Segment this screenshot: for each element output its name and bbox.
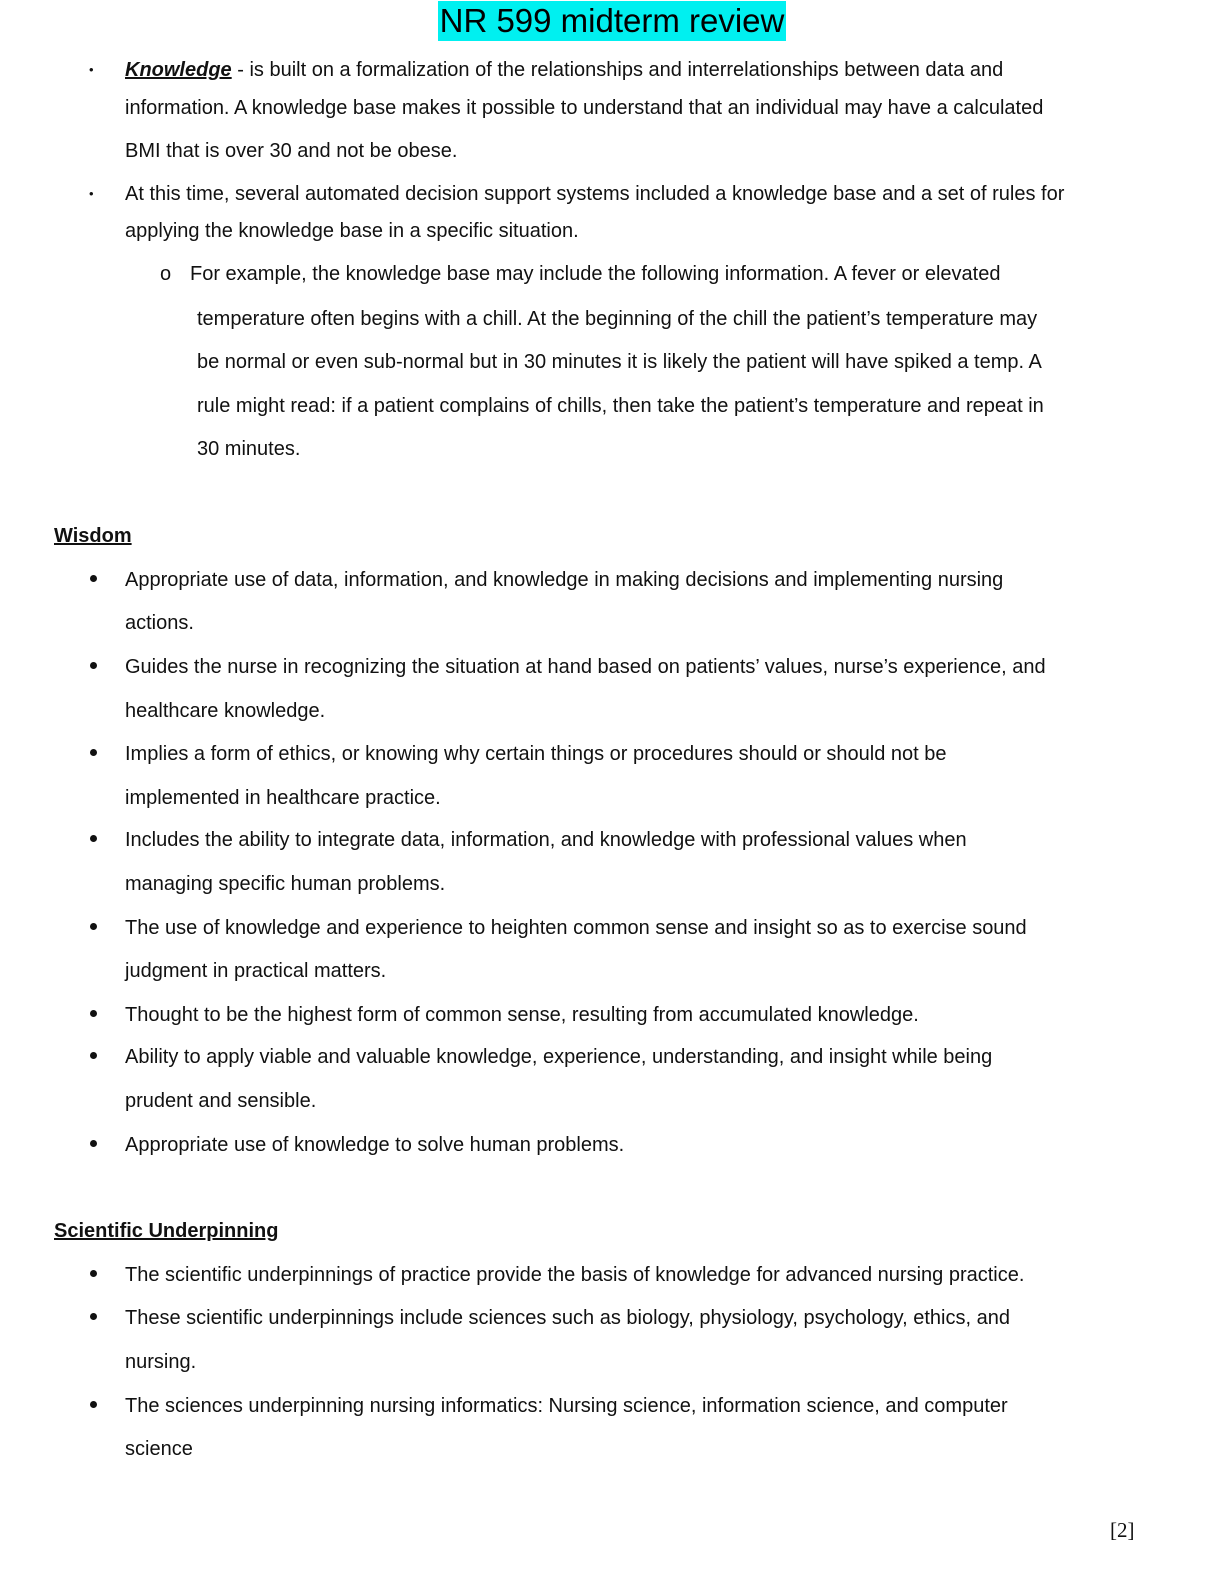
bullet-marker bbox=[90, 1052, 97, 1059]
bullet-marker bbox=[90, 749, 97, 756]
bullet-marker bbox=[90, 575, 97, 582]
list-item-line: These scientific underpinnings include sciences such as biology, physiology, psychology, ethics, and bbox=[125, 1307, 1010, 1329]
scientific-underpinning-heading: Scientific Underpinning bbox=[54, 1220, 279, 1242]
knowledge-line-3: BMI that is over 30 and not be obese. bbox=[125, 140, 458, 162]
page-number: [2] bbox=[1110, 1518, 1135, 1542]
list-item-line: implemented in healthcare practice. bbox=[125, 787, 441, 809]
decision-support-line-1: At this time, several automated decision support systems included a knowledge base and a set of rules for bbox=[125, 183, 1065, 205]
list-item-line: Ability to apply viable and valuable knowledge, experience, understanding, and insight while being bbox=[125, 1046, 993, 1068]
list-item-line: healthcare knowledge. bbox=[125, 700, 326, 722]
example-line-2: temperature often begins with a chill. At the beginning of the chill the patient’s temperature may bbox=[197, 308, 1038, 330]
bullet-marker bbox=[90, 1401, 97, 1408]
knowledge-line-1 bbox=[125, 58, 1003, 82]
bullet-marker bbox=[90, 835, 97, 842]
example-line-5: 30 minutes. bbox=[197, 438, 301, 460]
list-item-line: The use of knowledge and experience to heighten common sense and insight so as to exercise sound bbox=[125, 917, 1027, 939]
list-item-line: nursing. bbox=[125, 1351, 197, 1373]
list-item-line: The scientific underpinnings of practice provide the basis of knowledge for advanced nursing practice. bbox=[125, 1264, 1025, 1286]
bullet-marker bbox=[90, 662, 97, 669]
knowledge-definition: - is built on a formalization of the relationships and interrelationships between data and bbox=[231, 59, 1004, 81]
list-item-line: judgment in practical matters. bbox=[125, 960, 387, 982]
example-line-1: For example, the knowledge base may include the following information. A fever or elevated bbox=[190, 263, 1001, 285]
list-item-line: Implies a form of ethics, or knowing why certain things or procedures should or should not be bbox=[125, 743, 947, 765]
bullet-marker: • bbox=[89, 62, 94, 77]
list-item-line: The sciences underpinning nursing informatics: Nursing science, information science, and computer bbox=[125, 1395, 1008, 1417]
list-item-line: Appropriate use of data, information, and knowledge in making decisions and implementing nursing bbox=[125, 569, 1004, 591]
list-item-line: Thought to be the highest form of common sense, resulting from accumulated knowledge. bbox=[125, 1004, 919, 1026]
list-item-line: Includes the ability to integrate data, information, and knowledge with professional values when bbox=[125, 829, 967, 851]
example-line-4: rule might read: if a patient complains of chills, then take the patient’s temperature and repeat in bbox=[197, 395, 1044, 417]
list-item-line: actions. bbox=[125, 612, 194, 634]
bullet-marker: • bbox=[89, 186, 94, 201]
knowledge-term: Knowledge bbox=[125, 59, 232, 81]
list-item-line: science bbox=[125, 1438, 193, 1460]
wisdom-heading: Wisdom bbox=[54, 525, 132, 547]
title-wrapper bbox=[0, 0, 1224, 41]
decision-support-line-2: applying the knowledge base in a specific situation. bbox=[125, 220, 579, 242]
list-item-line: prudent and sensible. bbox=[125, 1090, 317, 1112]
bullet-marker bbox=[90, 1313, 97, 1320]
bullet-marker bbox=[90, 1270, 97, 1277]
example-line-3: be normal or even sub-normal but in 30 minutes it is likely the patient will have spiked a temp. A bbox=[197, 351, 1042, 373]
list-item-line: Appropriate use of knowledge to solve human problems. bbox=[125, 1134, 625, 1156]
list-item-line: managing specific human problems. bbox=[125, 873, 446, 895]
list-item-line: Guides the nurse in recognizing the situation at hand based on patients’ values, nurse’s experience, and bbox=[125, 656, 1046, 678]
bullet-marker bbox=[90, 923, 97, 930]
bullet-marker bbox=[90, 1140, 97, 1147]
page-title: NR 599 midterm review bbox=[439, 2, 785, 39]
bullet-marker bbox=[90, 1010, 97, 1017]
sub-bullet-marker: o bbox=[160, 263, 172, 285]
knowledge-line-2: information. A knowledge base makes it possible to understand that an individual may have a calculated bbox=[125, 97, 1044, 119]
